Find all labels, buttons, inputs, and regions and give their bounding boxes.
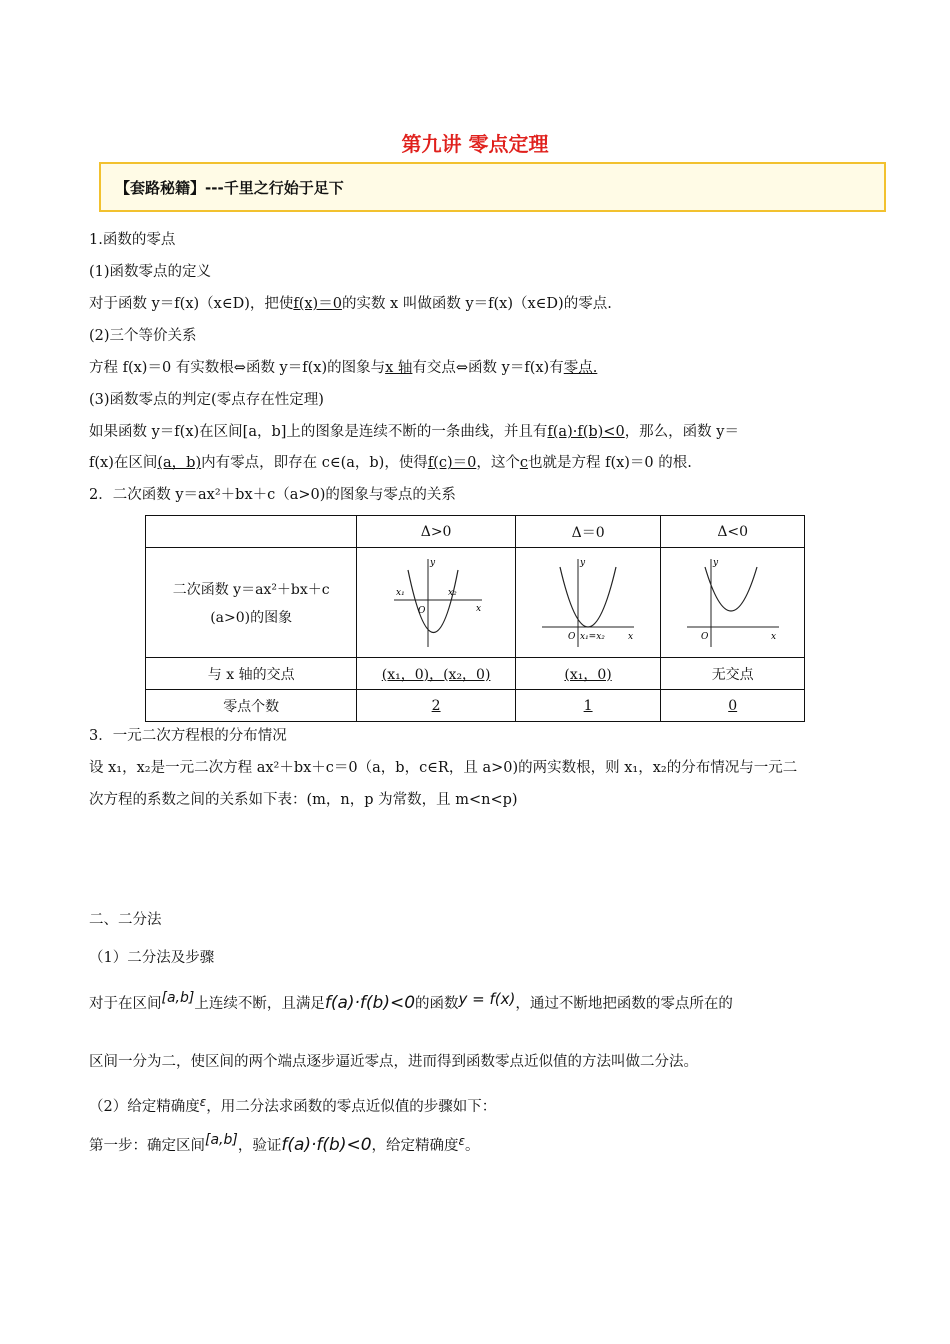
sec3-paragraph-1: 设 x₁，x₂是一元二次方程 ax²＋bx＋c＝0（a，b，c∈R，且 a>0)的两实数根，则 x₁，x₂的分布情况与一元二 — [89, 760, 798, 776]
intersection-two-text: (x₁，0)，(x₂，0) — [381, 666, 491, 683]
step-text-b: ，验证 — [237, 1138, 282, 1154]
intersection-one-text: (x₁，0) — [564, 666, 612, 683]
sec3-heading: 3．一元二次方程根的分布情况 — [89, 728, 287, 744]
x-label: x — [628, 631, 634, 642]
parabola-curve — [408, 570, 458, 633]
graph-cell-one-root — [515, 548, 661, 658]
theorem-line-1 — [89, 422, 739, 442]
sub2-text-b: ，用二分法求函数的零点近似值的步骤如下： — [206, 1099, 497, 1115]
parabola-curve — [705, 567, 757, 611]
function-y-fx: y = f(x) — [458, 990, 516, 1008]
thm2-text-a: f(x)在区间 — [89, 455, 158, 471]
sign-condition: f(a)·f(b)<0 — [281, 1135, 372, 1155]
zero-count-zero — [661, 690, 805, 722]
table-header-delta-neg: Δ<0 — [661, 516, 805, 548]
theorem-line-2 — [89, 453, 692, 473]
zero-count-zero-text: 0 — [728, 697, 738, 714]
table-row-label: 与 x 轴的交点 — [146, 658, 357, 690]
eq-underline-1: x 轴 — [385, 360, 413, 376]
eq-text-a: 方程 f(x)＝0 有实数根⇔函数 y＝f(x)的图象与 — [89, 360, 386, 376]
thm2-underline-2: f(c)＝0 — [427, 455, 477, 471]
x-label: x — [476, 603, 482, 614]
graph-row-label-b: (a>0)的图象 — [210, 609, 293, 626]
graph-cell-no-root — [661, 548, 805, 658]
graph-cell-two-roots — [357, 548, 515, 658]
table-corner — [146, 516, 357, 548]
def-underline: f(x)＝0 — [293, 296, 342, 312]
root-x1-label: x₁ — [396, 587, 405, 598]
sec4-sub2 — [89, 1092, 496, 1117]
thm2-text-b: 内有零点，即存在 c∈(a，b)，使得 — [201, 455, 428, 471]
section-banner — [99, 162, 886, 212]
table-row-label: 零点个数 — [146, 690, 357, 722]
epsilon-symbol: ε — [458, 1134, 466, 1148]
thm-underline: f(a)·f(b)<0 — [547, 424, 625, 440]
origin-label: O — [700, 631, 709, 642]
table-row-graph — [146, 548, 805, 658]
zero-count-two — [357, 690, 515, 722]
bisection-line-1 — [89, 988, 733, 1014]
definition-line — [89, 294, 612, 314]
table-row-intersection — [146, 658, 805, 690]
sec4-heading: 二、二分法 — [89, 912, 162, 928]
thm2-underline-1: (a，b) — [157, 455, 202, 471]
def-text-b: 的实数 x 叫做函数 y＝f(x)（x∈D)的零点. — [341, 296, 612, 312]
sec1-sub3: (3)函数零点的判定(零点存在性定理) — [89, 392, 324, 408]
eq-underline-2: 零点. — [563, 360, 598, 376]
step-text-c: ，给定精确度 — [371, 1138, 459, 1154]
table-header-delta-zero: Δ＝0 — [515, 516, 661, 548]
banner-motto: ---千里之行始于足下 — [205, 179, 344, 197]
y-label: y — [580, 557, 586, 568]
parabola-no-root-graph — [683, 555, 783, 651]
bisect-text-d: ，通过不断地把函数的零点所在的 — [515, 996, 733, 1012]
x-label: x — [770, 631, 776, 642]
thm2-text-c: ，这个 — [476, 455, 520, 471]
bisection-line-2: 区间一分为二，使区间的两个端点逐步逼近零点，进而得到函数零点近似值的方法叫做二分法。 — [89, 1054, 698, 1070]
thm-text-b: ，那么，函数 y＝ — [624, 424, 739, 440]
intersection-one — [515, 658, 661, 690]
epsilon-symbol: ε — [199, 1095, 207, 1109]
table-row-label — [146, 548, 357, 658]
intersection-none: 无交点 — [661, 658, 805, 690]
parabola-two-roots-graph — [386, 555, 486, 651]
quadratic-zero-table — [145, 515, 805, 722]
banner-text — [115, 177, 344, 198]
origin-label: O — [418, 605, 426, 616]
table-row-zero-count — [146, 690, 805, 722]
sign-condition: f(a)·f(b)<0 — [324, 993, 416, 1013]
sec3-paragraph-2: 次方程的系数之间的关系如下表：(m，n，p 为常数，且 m<n<p) — [89, 792, 518, 808]
interval-ab: [a,b] — [205, 1132, 238, 1148]
bisect-text-a: 对于在区间 — [89, 996, 162, 1012]
thm2-underline-3: c — [519, 455, 528, 471]
thm-text-a: 如果函数 y＝f(x)在区间[a，b]上的图象是连续不断的一条曲线，并且有 — [89, 424, 548, 440]
page-title: 第九讲 零点定理 — [401, 132, 549, 156]
interval-ab: [a,b] — [161, 990, 195, 1006]
banner-bracket: 【套路秘籍】 — [115, 179, 206, 197]
intersection-two — [357, 658, 515, 690]
origin-label: O — [568, 631, 576, 642]
root-x2-label: x₂ — [448, 587, 457, 598]
parabola-one-root-graph — [538, 555, 638, 651]
bisect-text-b: 上连续不断，且满足 — [194, 996, 325, 1012]
table-header-delta-pos: Δ>0 — [357, 516, 515, 548]
zero-count-one-text: 1 — [583, 697, 593, 714]
def-text-a: 对于函数 y＝f(x)（x∈D)，把使 — [89, 296, 294, 312]
zero-count-two-text: 2 — [431, 697, 441, 714]
zero-count-one — [515, 690, 661, 722]
thm2-text-d: 也就是方程 f(x)＝0 的根. — [527, 455, 692, 471]
sec1-sub1: (1)函数零点的定义 — [89, 264, 212, 280]
step-text-d: 。 — [465, 1138, 480, 1154]
sub2-text-a: （2）给定精确度 — [89, 1099, 200, 1115]
eq-text-b: 有交点⇔函数 y＝f(x)有 — [412, 360, 564, 376]
y-label: y — [430, 557, 436, 568]
table-header-row — [146, 516, 805, 548]
step-text-a: 第一步：确定区间 — [89, 1138, 205, 1154]
sec2-heading: 2．二次函数 y＝ax²＋bx＋c（a>0)的图象与零点的关系 — [89, 487, 456, 503]
sec4-sub1: （1）二分法及步骤 — [89, 950, 215, 966]
equivalence-line — [89, 358, 597, 378]
parabola-curve — [560, 567, 616, 627]
step-one-line — [89, 1130, 480, 1156]
y-label: y — [712, 557, 718, 568]
sec1-heading: 1.函数的零点 — [89, 232, 176, 248]
bisect-text-c: 的函数 — [415, 996, 459, 1012]
double-root-label: x₁=x₂ — [580, 631, 606, 642]
sec1-sub2: (2)三个等价关系 — [89, 328, 197, 344]
graph-row-label-a: 二次函数 y＝ax²＋bx＋c — [172, 581, 330, 598]
